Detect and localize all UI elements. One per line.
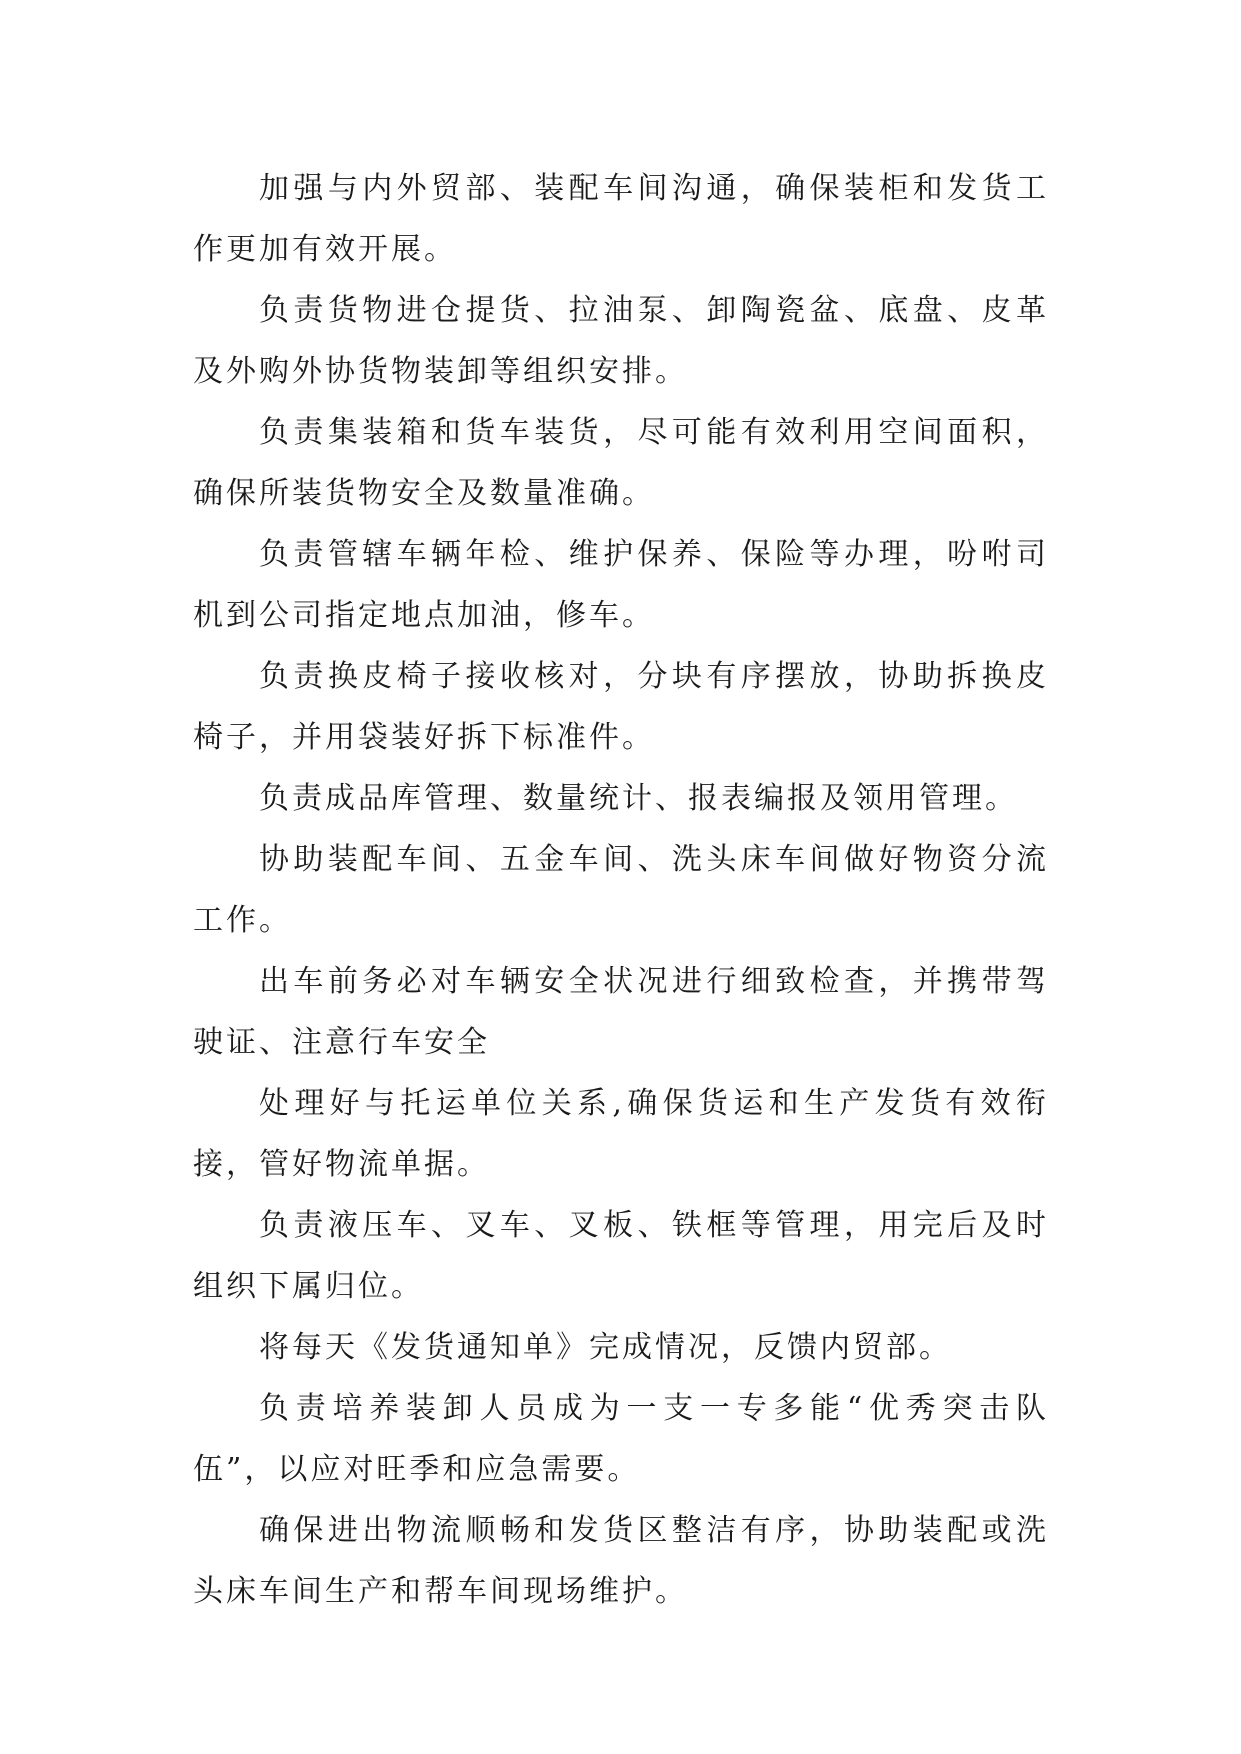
- paragraph-6: 负责成品库管理、数量统计、报表编报及领用管理。: [259, 781, 1018, 816]
- paragraph-11: 将每天《发货通知单》完成情况，反馈内贸部。: [259, 1330, 952, 1365]
- paragraph-7: 协助装配车间、五金车间、洗头床车间做好物资分流工作。: [193, 842, 1049, 938]
- paragraph-9: 处理好与托运单位关系,确保货运和生产发货有效衔接，管好物流单据。: [193, 1086, 1049, 1182]
- paragraph-13: 确保进出物流顺畅和发货区整洁有序，协助装配或洗头床车间生产和帮车间现场维护。: [193, 1513, 1049, 1609]
- document-body: [193, 158, 1049, 1622]
- paragraph-4: 负责管辖车辆年检、维护保养、保险等办理，吩咐司机到公司指定地点加油，修车。: [193, 537, 1049, 633]
- paragraph-3: 负责集装箱和货车装货，尽可能有效利用空间面积，确保所装货物安全及数量准确。: [193, 415, 1049, 511]
- paragraph-5: 负责换皮椅子接收核对，分块有序摆放，协助拆换皮椅子，并用袋装好拆下标准件。: [193, 659, 1049, 755]
- paragraph-1: 加强与内外贸部、装配车间沟通，确保装柜和发货工作更加有效开展。: [193, 171, 1049, 267]
- paragraph-12: 负责培养装卸人员成为一支一专多能“优秀突击队伍”，以应对旺季和应急需要。: [193, 1391, 1049, 1487]
- paragraph-8: 出车前务必对车辆安全状况进行细致检查，并携带驾驶证、注意行车安全: [193, 964, 1049, 1060]
- paragraph-10: 负责液压车、叉车、叉板、铁框等管理，用完后及时组织下属归位。: [193, 1208, 1049, 1304]
- paragraph-2: 负责货物进仓提货、拉油泵、卸陶瓷盆、底盘、皮革及外购外协货物装卸等组织安排。: [193, 293, 1049, 389]
